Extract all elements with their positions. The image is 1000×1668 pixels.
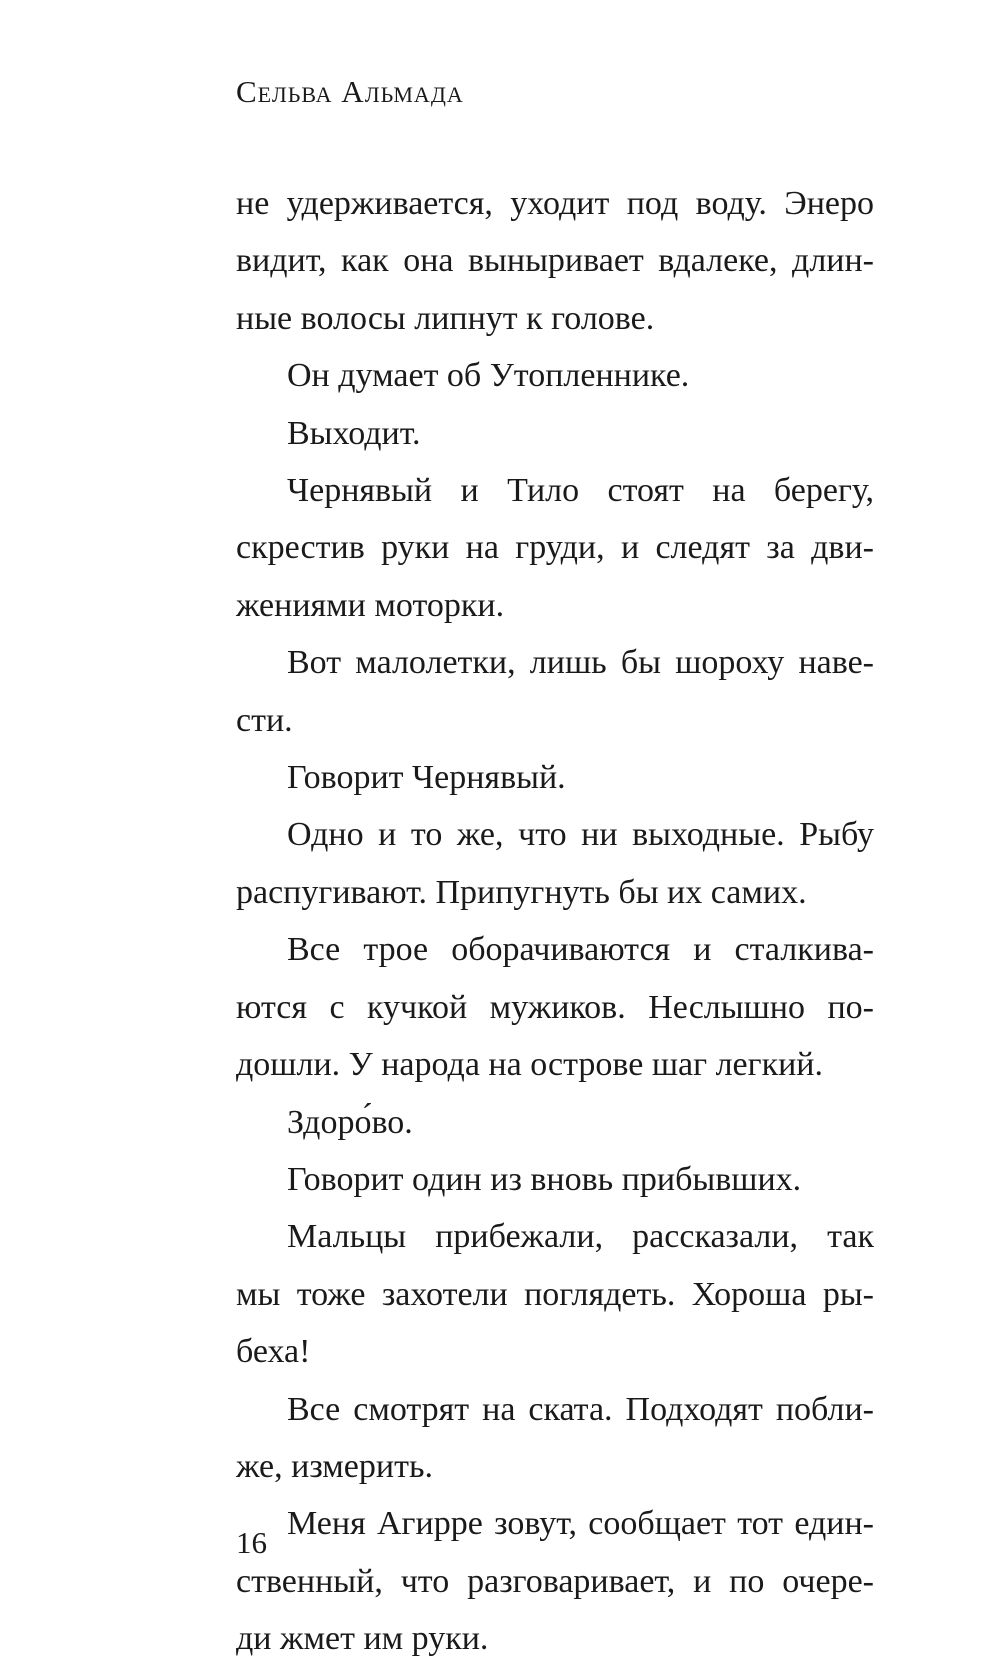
body-text [236, 175, 874, 1668]
paragraph [236, 347, 874, 404]
text-line: Говорит один из вновь прибывших. [287, 1160, 802, 1198]
text-line: Меня Агирре зовут, сообщает тот един- [287, 1505, 874, 1543]
paragraph [236, 921, 874, 1093]
text-line: мы тоже захотели поглядеть. Хороша ры- [236, 1275, 874, 1313]
paragraph [236, 749, 874, 806]
text-line: ди жмет им руки. [236, 1620, 489, 1658]
paragraph [236, 462, 874, 634]
text-line: ные волосы липнут к голове. [236, 299, 655, 337]
text-line: скрестив руки на груди, и следят за дви- [236, 529, 874, 567]
text-line: Он думает об Утопленнике. [287, 357, 690, 395]
text-line: Все смотрят на ската. Подходят побли- [287, 1390, 874, 1428]
text-line: ются с кучкой мужиков. Неслышно по- [236, 988, 874, 1026]
text-line: же, измерить. [236, 1447, 433, 1485]
paragraph [236, 806, 874, 921]
paragraph [236, 1495, 874, 1667]
text-line: Говорит Чернявый. [287, 759, 566, 797]
text-line: Здоро́во. [287, 1103, 413, 1141]
text-line: ственный, что разговаривает, и по очере- [236, 1562, 874, 1600]
text-line: Все трое оборачиваются и сталкива- [287, 931, 874, 969]
paragraph [236, 1094, 874, 1151]
running-head: Сельва Альмада [236, 74, 464, 109]
text-line: дошли. У народа на острове шаг легкий. [236, 1046, 823, 1084]
text-line: Одно и то же, что ни выходные. Рыбу [287, 816, 874, 854]
paragraph [236, 1381, 874, 1496]
paragraph [236, 634, 874, 749]
paragraph [236, 1208, 874, 1380]
text-line: Вот малолетки, лишь бы шороху наве- [287, 644, 874, 682]
text-line: беха! [236, 1333, 311, 1371]
text-line: видит, как она выныривает вдалеке, длин- [236, 242, 874, 280]
paragraph [236, 175, 874, 347]
text-line: сти. [236, 701, 293, 739]
text-line: жениями моторки. [236, 586, 505, 624]
text-line: не удерживается, уходит под воду. Энеро [236, 185, 874, 222]
text-line: Чернявый и Тило стоят на берегу, [287, 472, 874, 510]
text-line: Мальцы прибежали, рассказали, так [287, 1218, 874, 1256]
text-line: Выходит. [287, 414, 421, 452]
text-line: распугивают. Припугнуть бы их самих. [236, 873, 807, 911]
paragraph [236, 405, 874, 462]
page-number: 16 [236, 1525, 267, 1560]
paragraph [236, 1151, 874, 1208]
